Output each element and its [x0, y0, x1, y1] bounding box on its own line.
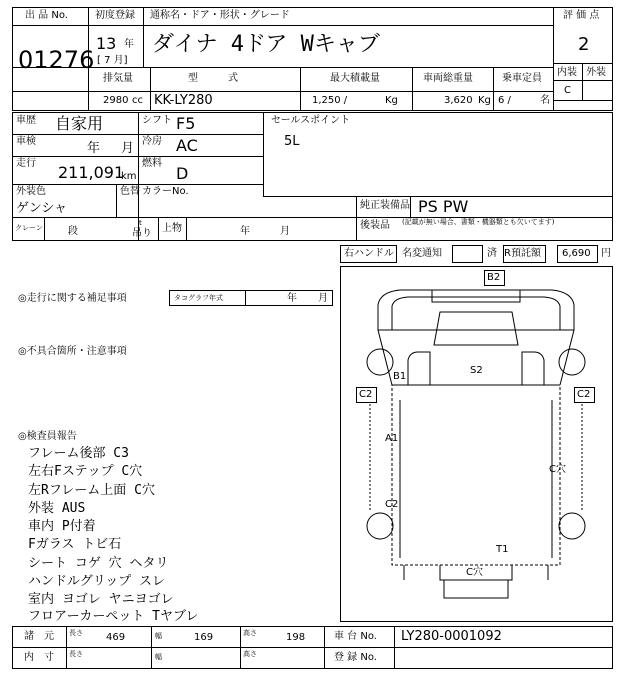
width: 169	[194, 632, 214, 643]
rhd: 右ハンドル	[344, 248, 394, 259]
inspector-line: シート コゲ 穴 ヘタリ	[28, 556, 169, 571]
capacity-label: 乗車定員	[502, 73, 542, 84]
first-reg-month: [ 7 月]	[97, 55, 128, 66]
first-reg-year: 13	[96, 34, 117, 53]
exterior-label: 外装	[586, 67, 606, 78]
diagram-label-c-hole-right: C穴	[549, 464, 566, 475]
tacho-month: 月	[318, 293, 328, 304]
model-label: 型 式	[188, 73, 238, 84]
width-label: 幅	[155, 632, 162, 640]
chassis-label: 車 台 No.	[334, 631, 377, 642]
inspector-line: フロアーカーペット Tヤブレ	[28, 609, 199, 624]
cooler: AC	[176, 136, 198, 155]
grade-value: 2	[578, 34, 590, 55]
lot-no-label: 出 品 No.	[25, 10, 68, 21]
inspector-line: 左右Fステップ C穴	[28, 464, 143, 479]
shift-label: シフト	[142, 115, 172, 126]
height: 198	[286, 632, 306, 643]
km-unit: km	[121, 171, 137, 182]
color-no-label: 色替	[120, 186, 140, 197]
std-equip-label: 純正装備品	[360, 200, 410, 211]
interior-label: 内装	[557, 67, 577, 78]
interior-dims-label: 内 寸	[24, 652, 54, 663]
vehicle-name: ダイナ 4ドア Wキャブ	[152, 32, 380, 57]
inspector-label: ◎検査員報告	[18, 431, 77, 442]
r-mileage-label: R預託額	[504, 248, 541, 259]
interior-value: C	[564, 85, 571, 96]
displacement: 2980	[103, 95, 129, 106]
diagram-label-b2: B2	[487, 272, 501, 283]
name-label: 通称名・ドア・形状・グレード	[150, 10, 290, 21]
crane-label: クレーン	[15, 224, 43, 232]
interior-length-label: 長さ	[69, 650, 83, 658]
crane-stage: 段	[68, 226, 78, 237]
inspector-line: ハンドルグリップ スレ	[28, 574, 166, 589]
body-year: 年	[240, 226, 250, 237]
length: 469	[106, 632, 126, 643]
diagram-label-c-hole-bottom: C穴	[466, 567, 483, 578]
interior-height-label: 高さ	[243, 650, 257, 658]
mileage-label: 走行	[16, 158, 36, 169]
name-change: 名変通知	[402, 248, 442, 259]
first-reg-label: 初度登録	[95, 10, 135, 21]
interior-width-label: 幅	[155, 653, 162, 661]
aftermarket-label: 後装品	[360, 220, 390, 231]
crane-hang: 吊り	[132, 228, 152, 239]
inspection-month: 月	[121, 141, 135, 156]
model: KK-LY280	[154, 93, 213, 108]
std-equip: PS PW	[418, 197, 469, 216]
body-label: 上物	[162, 223, 182, 234]
length-label: 長さ	[69, 629, 83, 637]
gross-weight: 3,620	[444, 95, 473, 106]
tacho-label: タコグラフ年式	[174, 294, 223, 302]
diagram-label-t1: T1	[496, 544, 509, 555]
inspector-line: 車内 P付着	[28, 519, 96, 534]
fuel-label: 燃料	[142, 158, 162, 169]
year-unit: 年	[124, 39, 134, 50]
max-load: 1,250 /	[312, 95, 348, 106]
diagram-label-c2-left: C2	[359, 389, 373, 400]
inspector-line: 室内 ヨゴレ ヤニヨゴレ	[28, 592, 174, 607]
tacho-year: 年	[287, 293, 297, 304]
done: 済	[487, 248, 497, 259]
max-load-label: 最大積載量	[330, 73, 380, 84]
inspection-year: 年	[87, 141, 101, 156]
ext-color: ゲンシャ	[16, 201, 68, 216]
inspector-line: 外装 AUS	[28, 501, 86, 516]
capacity-unit: 名	[540, 95, 550, 106]
yen: 円	[601, 248, 611, 259]
cooler-label: 冷房	[142, 136, 162, 147]
diagram-label-b1: B1	[393, 371, 407, 382]
sales-point: 5L	[284, 134, 300, 149]
capacity: 6 /	[498, 95, 511, 106]
reg-label: 登 録 No.	[334, 652, 377, 663]
diagram-label-s2: S2	[470, 365, 483, 376]
grade-label: 評 価 点	[563, 10, 600, 21]
lot-no: 01276	[18, 46, 95, 74]
sales-point-label: セールスポイント	[271, 115, 351, 126]
ext-color-label: 外装色	[16, 186, 46, 197]
gross-weight-label: 車両総重量	[423, 73, 473, 84]
diagram-label-a1: A1	[385, 433, 399, 444]
body-month: 月	[280, 226, 290, 237]
color-code-label: カラーNo.	[142, 186, 189, 197]
fuel: D	[176, 164, 189, 183]
r-mileage: 6,690	[562, 248, 591, 259]
diagram-label-c2-right: C2	[577, 389, 591, 400]
gross-kg-unit: Kg	[478, 95, 491, 106]
cc-unit: cc	[132, 95, 143, 106]
crane-t: t	[139, 219, 142, 227]
history: 自家用	[55, 114, 104, 133]
mileage: 211,091	[58, 163, 125, 182]
displacement-label: 排気量	[103, 73, 133, 84]
inspector-line: 左Rフレーム上面 C穴	[28, 483, 155, 498]
inspection-label: 車検	[16, 136, 36, 147]
chassis: LY280-0001092	[401, 629, 502, 644]
driving-label: ◎走行に関する補足事項	[18, 293, 127, 304]
inspector-line: Fガラス トビ石	[28, 537, 122, 552]
kg-unit: Kg	[385, 95, 398, 106]
height-label: 高さ	[243, 629, 257, 637]
history-label: 車歴	[16, 115, 36, 126]
dims-label: 諸 元	[24, 631, 54, 642]
aftermarket-note: (記載が無い場合、書類・機器類とも欠いてます)	[402, 218, 555, 226]
shift: F5	[176, 114, 196, 133]
diagram-label-c2-lower: C2	[385, 499, 399, 510]
inspector-line: フレーム後部 C3	[28, 446, 129, 461]
defects-label: ◎不具合箇所・注意事項	[18, 346, 127, 357]
